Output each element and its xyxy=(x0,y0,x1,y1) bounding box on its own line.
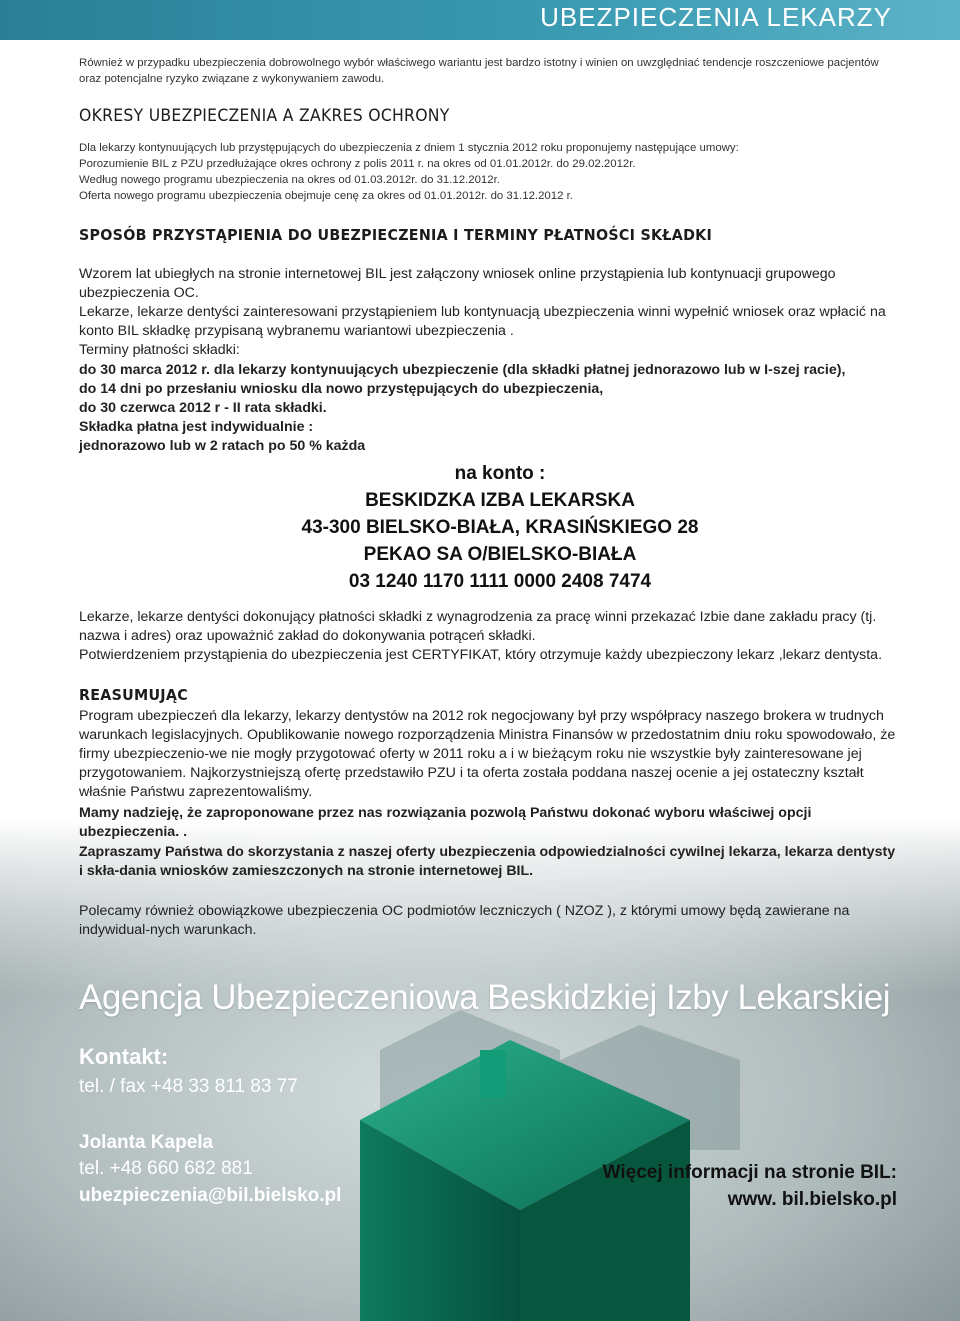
recommendation-paragraph: Polecamy również obowiązkowe ubezpieczenia OC podmiotów leczniczych ( NZOZ ), z którymi umowy będą zawierane na indywidual-nych warunkach. xyxy=(79,903,850,938)
agency-name: Agencja Ubezpieczeniowa Beskidzkiej Izby Lekarskiej xyxy=(79,978,891,1017)
periods-list xyxy=(79,140,899,204)
payment-term: Składka płatna jest indywidualnie : xyxy=(79,419,314,435)
section-heading-periods: OKRESY UBEZPIECZENIA A ZAKRES OCHRONY xyxy=(79,106,450,126)
account-line: PEKAO SA O/BIELSKO-BIAŁA xyxy=(363,544,637,565)
periods-line: Oferta nowego programu ubezpieczenia obejmuje cenę za okres od 01.01.2012r. do 31.12.2012 r. xyxy=(79,190,573,202)
periods-line: Dla lekarzy kontynuujących lub przystępujących do ubezpieczenia z dniem 1 stycznia 2012 roku proponujemy następujące umowy: xyxy=(79,142,739,154)
contact-email[interactable]: ubezpieczenia@bil.bielsko.pl xyxy=(79,1185,342,1206)
invitation-paragraph: Zapraszamy Państwa do skorzystania z naszej oferty ubezpieczenia odpowiedzialności cywilnej lekarza, lekarza dentysty i skła-dania wniosków zamieszczonych na stronie internetowej BIL. xyxy=(79,844,896,879)
payment-terms xyxy=(79,361,899,456)
payment-term: do 30 marca 2012 r. dla lekarzy kontynuujących ubezpieczenie (dla składki płatnej jednorazowo lub w I-szej racie), xyxy=(79,362,846,378)
joining-paragraph: Wzorem lat ubiegłych na stronie internetowej BIL jest załączony wniosek online przystąpienia lub kontynuacji grupowego ubezpieczenia OC. xyxy=(79,266,836,301)
summary-paragraph: Program ubezpieczeń dla lekarzy, lekarzy dentystów na 2012 rok negocjowany był przy współpracy naszego brokera w trudnych warunkach legislacyjnych. Opublikowanie nowego rozporządzenia Ministra Finansów w przedostatnim dniu roku spowodowało, że firmy ubezpieczenio-we nie mogły przygotować oferty w 2011 roku a i w bieżącym roku nie wszystkie były zainteresowane jej przygotowaniem. Najkorzystniejszą ofertę przedstawiło PZU i ta oferta została poddana naszej ocenie a jej ostateczny kształt właśnie Państwu zaprezentowaliśmy. xyxy=(79,708,896,800)
bank-account-block xyxy=(20,460,960,595)
payment-term: jednorazowo lub w 2 ratach po 50 % każda xyxy=(79,438,366,454)
more-info-label: Więcej informacji na stronie BIL: xyxy=(602,1162,897,1183)
account-label: na konto : xyxy=(454,463,546,484)
website-link[interactable]: www. bil.bielsko.pl xyxy=(727,1189,897,1210)
joining-paragraph: Lekarze, lekarze dentyści zainteresowani przystąpieniem lub kontynuacją ubezpieczenia winni wypełnić wniosek oraz wpłacić na konto BIL składkę przypisaną wybranemu wariantowi ubezpieczenia . xyxy=(79,304,886,339)
section-heading-joining: SPOSÓB PRZYSTĄPIENIA DO UBEZPIECZENIA I TERMINY PŁATNOŚCI SKŁADKI xyxy=(79,226,713,244)
payroll-paragraphs xyxy=(79,608,899,665)
account-line: 43-300 BIELSKO-BIAŁA, KRASIŃSKIEGO 28 xyxy=(301,517,699,538)
contact-person-phone: tel. +48 660 682 881 xyxy=(79,1158,253,1179)
page-title: UBEZPIECZENIA LEKARZY xyxy=(540,2,892,32)
summary-heading: REASUMUJĄC xyxy=(79,686,188,704)
house-illustration xyxy=(0,820,960,1321)
contact-heading: Kontakt: xyxy=(79,1044,169,1069)
payment-term: do 14 dni po przesłaniu wniosku dla nowo przystępujących do ubezpieczenia, xyxy=(79,381,604,397)
office-phone: tel. / fax +48 33 811 83 77 xyxy=(79,1076,298,1097)
certificate-paragraph: Potwierdzeniem przystąpienia do ubezpieczenia jest CERTYFIKAT, który otrzymuje każdy ubezpieczony lekarz ,lekarz dentysta. xyxy=(79,647,883,663)
account-line: BESKIDZKA IZBA LEKARSKA xyxy=(365,490,635,511)
periods-line: Według nowego programu ubezpieczenia na okres od 01.03.2012r. do 31.12.2012r. xyxy=(79,174,500,186)
joining-paragraphs xyxy=(79,265,899,360)
header-bar xyxy=(0,0,960,40)
background-photo xyxy=(0,820,960,1321)
payroll-paragraph: Lekarze, lekarze dentyści dokonujący płatności składki z wynagrodzenia za pracę winni przekazać Izbie dane zakładu pracy (tj. nazwa i adres) oraz upoważnić zakład do dokonywania potrąceń składki. xyxy=(79,609,877,644)
periods-line: Porozumienie BIL z PZU przedłużające okres ochrony z polis 2011 r. na okres od 01.01.2012r. do 29.02.2012r. xyxy=(79,158,636,170)
account-number: 03 1240 1170 1111 0000 2408 7474 xyxy=(348,571,652,592)
intro-paragraph: Również w przypadku ubezpieczenia dobrowolnego wybór właściwego wariantu jest bardzo istotny i winien on uwzględniać tendencje roszczeniowe pacjentów oraz potencjalne ryzyko związane z wykonywaniem zawodu. xyxy=(79,57,879,85)
contact-person-name: Jolanta Kapela xyxy=(79,1132,214,1153)
payment-term: do 30 czerwca 2012 r - II rata składki. xyxy=(79,400,327,416)
joining-paragraph: Terminy płatności składki: xyxy=(79,342,240,358)
hope-paragraph: Mamy nadzieję, że zaproponowane przez nas rozwiązania pozwolą Państwu dokonać wyboru właściwej opcji ubezpieczenia. . xyxy=(79,805,812,840)
